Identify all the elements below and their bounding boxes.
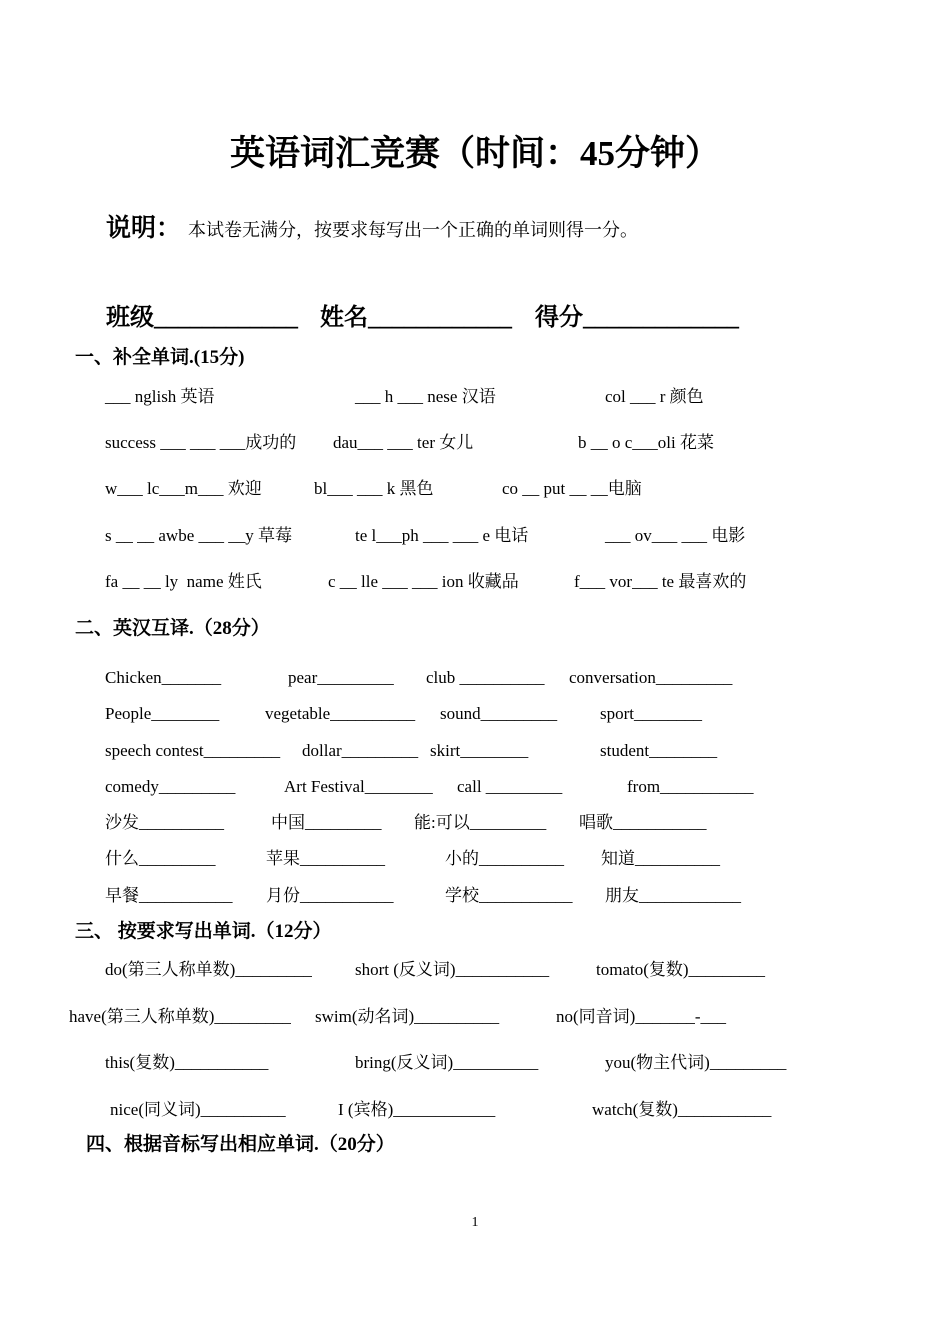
page-number: 1 <box>471 1215 479 1230</box>
question-item: sport________ <box>600 704 702 723</box>
question-item: 早餐___________ <box>105 886 233 905</box>
question-item: you(物主代词)_________ <box>605 1053 787 1072</box>
question-item: vegetable__________ <box>265 704 416 723</box>
question-item: fa __ __ ly name 姓氏 <box>105 572 262 591</box>
question-item: conversation_________ <box>569 668 733 687</box>
question-item: no(同音词)_______-___ <box>556 1007 726 1026</box>
note-text: 本试卷无满分，按要求每写出一个正确的单词则得一分。 <box>188 220 638 240</box>
question-item: 能:可以_________ <box>414 813 547 832</box>
question-item: w___ lc___m___ 欢迎 <box>105 479 262 498</box>
question-item: bl___ ___ k 黑色 <box>314 479 434 498</box>
question-item: sound_________ <box>440 704 558 723</box>
question-item: from___________ <box>627 777 754 796</box>
section-heading: 三、 按要求写出单词.（12分） <box>75 921 332 942</box>
question-item: 小的__________ <box>445 849 564 868</box>
question-item: col ___ r 颜色 <box>605 387 704 406</box>
score-field: 得分_____________ <box>535 305 739 331</box>
question-item: s __ __ awbe ___ __y 草莓 <box>105 526 292 545</box>
question-item: te l___ph ___ ___ e 电话 <box>355 526 529 545</box>
question-item: I (宾格)____________ <box>338 1100 496 1119</box>
question-item: 月份___________ <box>266 886 394 905</box>
section-heading: 一、补全单词.(15分) <box>75 347 245 368</box>
question-item: bring(反义词)__________ <box>355 1053 539 1072</box>
question-item: club __________ <box>426 668 545 687</box>
question-item: watch(复数)___________ <box>592 1100 772 1119</box>
question-item: have(第三人称单数)_________ <box>69 1007 291 1026</box>
section-heading: 二、英汉互译.（28分） <box>75 618 270 639</box>
question-item: pear_________ <box>288 668 394 687</box>
question-item: Chicken_______ <box>105 668 222 687</box>
section-heading: 四、根据音标写出相应单词.（20分） <box>86 1134 395 1155</box>
question-item: People________ <box>105 704 220 723</box>
question-item: f___ vor___ te 最喜欢的 <box>574 572 747 591</box>
question-item: comedy_________ <box>105 777 236 796</box>
question-item: speech contest_________ <box>105 741 281 760</box>
question-item: 沙发__________ <box>105 813 224 832</box>
question-item: swim(动名词)__________ <box>315 1007 500 1026</box>
note-label: 说明： <box>106 215 182 242</box>
question-item: short (反义词)___________ <box>355 960 550 979</box>
question-item: success ___ ___ ___成功的 <box>105 433 297 452</box>
question-item: 中国_________ <box>271 813 382 832</box>
question-item: 什么_________ <box>105 849 216 868</box>
class-field: 班级____________ <box>106 305 298 331</box>
question-item: 唱歌___________ <box>579 813 707 832</box>
question-item: 知道__________ <box>601 849 720 868</box>
question-item: ___ h ___ nese 汉语 <box>355 387 496 406</box>
question-item: 朋友____________ <box>605 886 741 905</box>
question-item: ___ nglish 英语 <box>105 387 215 406</box>
question-item: dau___ ___ ter 女儿 <box>333 433 474 452</box>
question-item: tomato(复数)_________ <box>596 960 766 979</box>
question-item: 苹果__________ <box>266 849 385 868</box>
page-title: 英语词汇竞赛（时间：45分钟） <box>229 134 720 173</box>
question-item: b __ o c___oli 花菜 <box>578 433 714 452</box>
question-item: call _________ <box>457 777 563 796</box>
question-item: this(复数)___________ <box>105 1053 269 1072</box>
question-item: co __ put __ __电脑 <box>502 479 642 498</box>
name-field: 姓名____________ <box>320 305 512 331</box>
question-item: student________ <box>600 741 718 760</box>
question-item: nice(同义词)__________ <box>110 1100 286 1119</box>
question-item: do(第三人称单数)_________ <box>105 960 312 979</box>
question-item: dollar_________ <box>302 741 419 760</box>
question-item: 学校___________ <box>445 886 573 905</box>
question-item: Art Festival________ <box>284 777 433 796</box>
question-item: ___ ov___ ___ 电影 <box>605 526 746 545</box>
question-item: c __ lle ___ ___ ion 收藏品 <box>328 572 519 591</box>
question-item: skirt________ <box>430 741 529 760</box>
